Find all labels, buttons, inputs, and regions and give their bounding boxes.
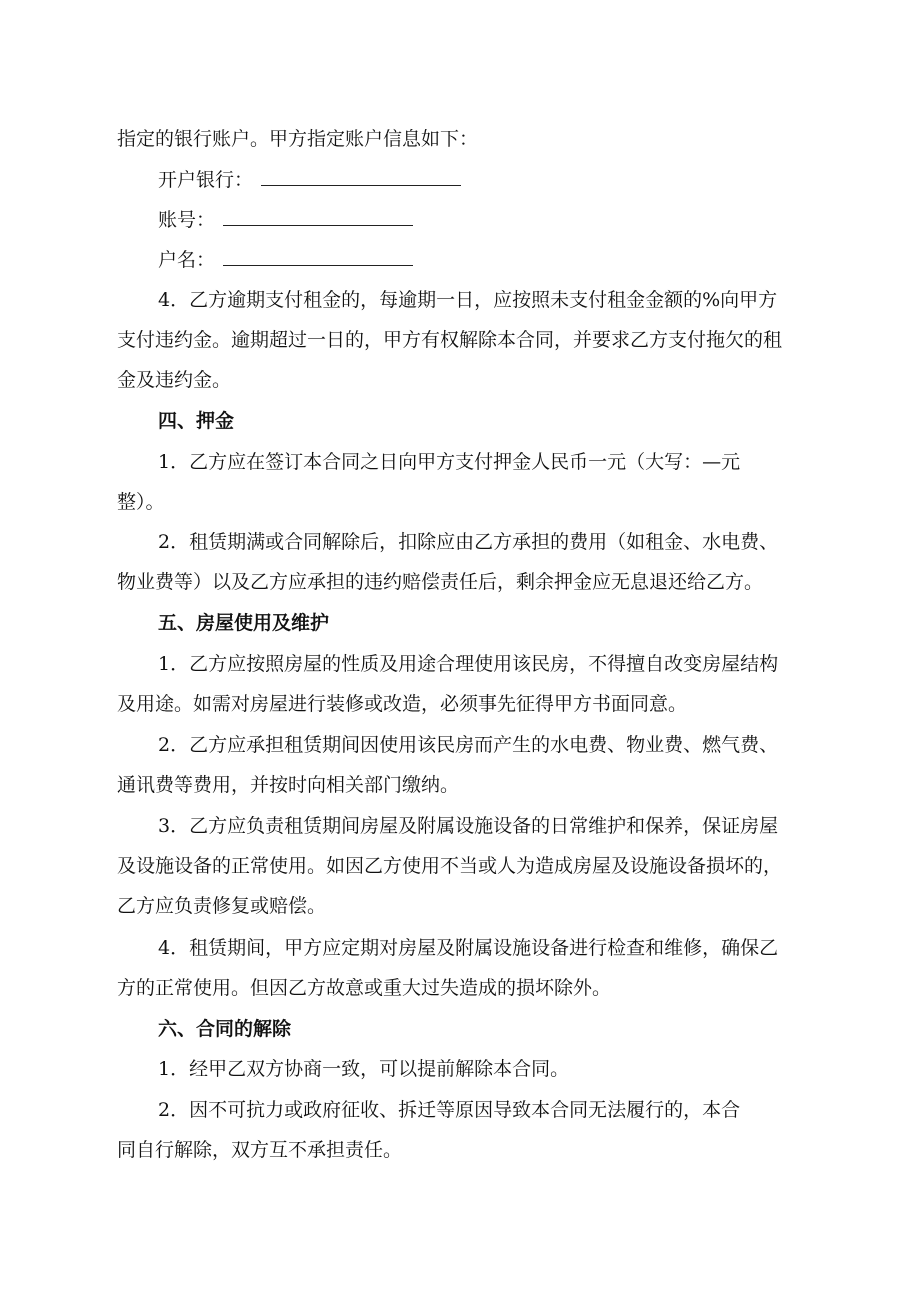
- usage-item-4-line-2: 方的正常使用。但因乙方故意或重大过失造成的损坏除外。: [117, 977, 612, 999]
- usage-heading: 五、房屋使用及维护: [158, 612, 330, 634]
- usage-item-2-line-1: 2．乙方应承担租赁期间因使用该民房而产生的水电费、物业费、燃气费、: [158, 734, 779, 756]
- termination-item-1: 1．经甲乙双方协商一致，可以提前解除本合同。: [158, 1058, 570, 1080]
- bank-name-label: 开户银行：: [158, 169, 254, 191]
- usage-item-3-line-2: 及设施设备的正常使用。如因乙方使用不当或人为造成房屋及设施设备损坏的，: [117, 855, 783, 877]
- deposit-item-1-line-1: 1．乙方应在签订本合同之日向甲方支付押金人民币一元（大写：—元: [158, 451, 741, 473]
- usage-item-3-line-3: 乙方应负责修复或赔偿。: [117, 895, 327, 917]
- usage-item-1-line-1: 1．乙方应按照房屋的性质及用途合理使用该民房，不得擅自改变房屋结构: [158, 653, 779, 675]
- usage-item-3-line-1: 3．乙方应负责租赁期间房屋及附属设施设备的日常维护和保养，保证房屋: [158, 815, 779, 837]
- deposit-item-1-line-2: 整）。: [117, 491, 165, 513]
- termination-item-2-line-1: 2．因不可抗力或政府征收、拆迁等原因导致本合同无法履行的，本合: [158, 1099, 741, 1121]
- usage-item-1-line-2: 及用途。如需对房屋进行装修或改造，必须事先征得甲方书面同意。: [117, 693, 688, 715]
- late-rent-line-1: 4．乙方逾期支付租金的，每逾期一日，应按照未支付租金金额的%向甲方: [158, 289, 778, 311]
- bank-info-intro: 指定的银行账户。甲方指定账户信息如下：: [117, 128, 479, 150]
- bank-name-blank: [261, 167, 461, 186]
- account-number-label: 账号：: [158, 209, 216, 231]
- usage-item-2-line-2: 通讯费等费用，并按时向相关部门缴纳。: [117, 774, 460, 796]
- termination-item-2-line-2: 同自行解除，双方互不承担责任。: [117, 1139, 403, 1161]
- late-rent-line-3: 金及违约金。: [117, 369, 232, 391]
- bank-name-row: [158, 167, 461, 192]
- deposit-heading: 四、押金: [158, 410, 235, 432]
- account-holder-label: 户名：: [158, 249, 216, 271]
- account-holder-blank: [223, 247, 413, 266]
- late-rent-line-2: 支付违约金。逾期超过一日的，甲方有权解除本合同，并要求乙方支付拖欠的租: [117, 329, 783, 351]
- account-number-blank: [223, 207, 413, 226]
- account-number-row: [158, 207, 413, 232]
- usage-item-4-line-1: 4．租赁期间，甲方应定期对房屋及附属设施设备进行检查和维修，确保乙: [158, 937, 779, 959]
- account-holder-row: [158, 247, 413, 272]
- termination-heading: 六、合同的解除: [158, 1018, 292, 1040]
- deposit-item-2-line-1: 2．租赁期满或合同解除后，扣除应由乙方承担的费用（如租金、水电费、: [158, 531, 779, 553]
- deposit-item-2-line-2: 物业费等）以及乙方应承担的违约赔偿责任后，剩余押金应无息退还给乙方。: [117, 571, 764, 593]
